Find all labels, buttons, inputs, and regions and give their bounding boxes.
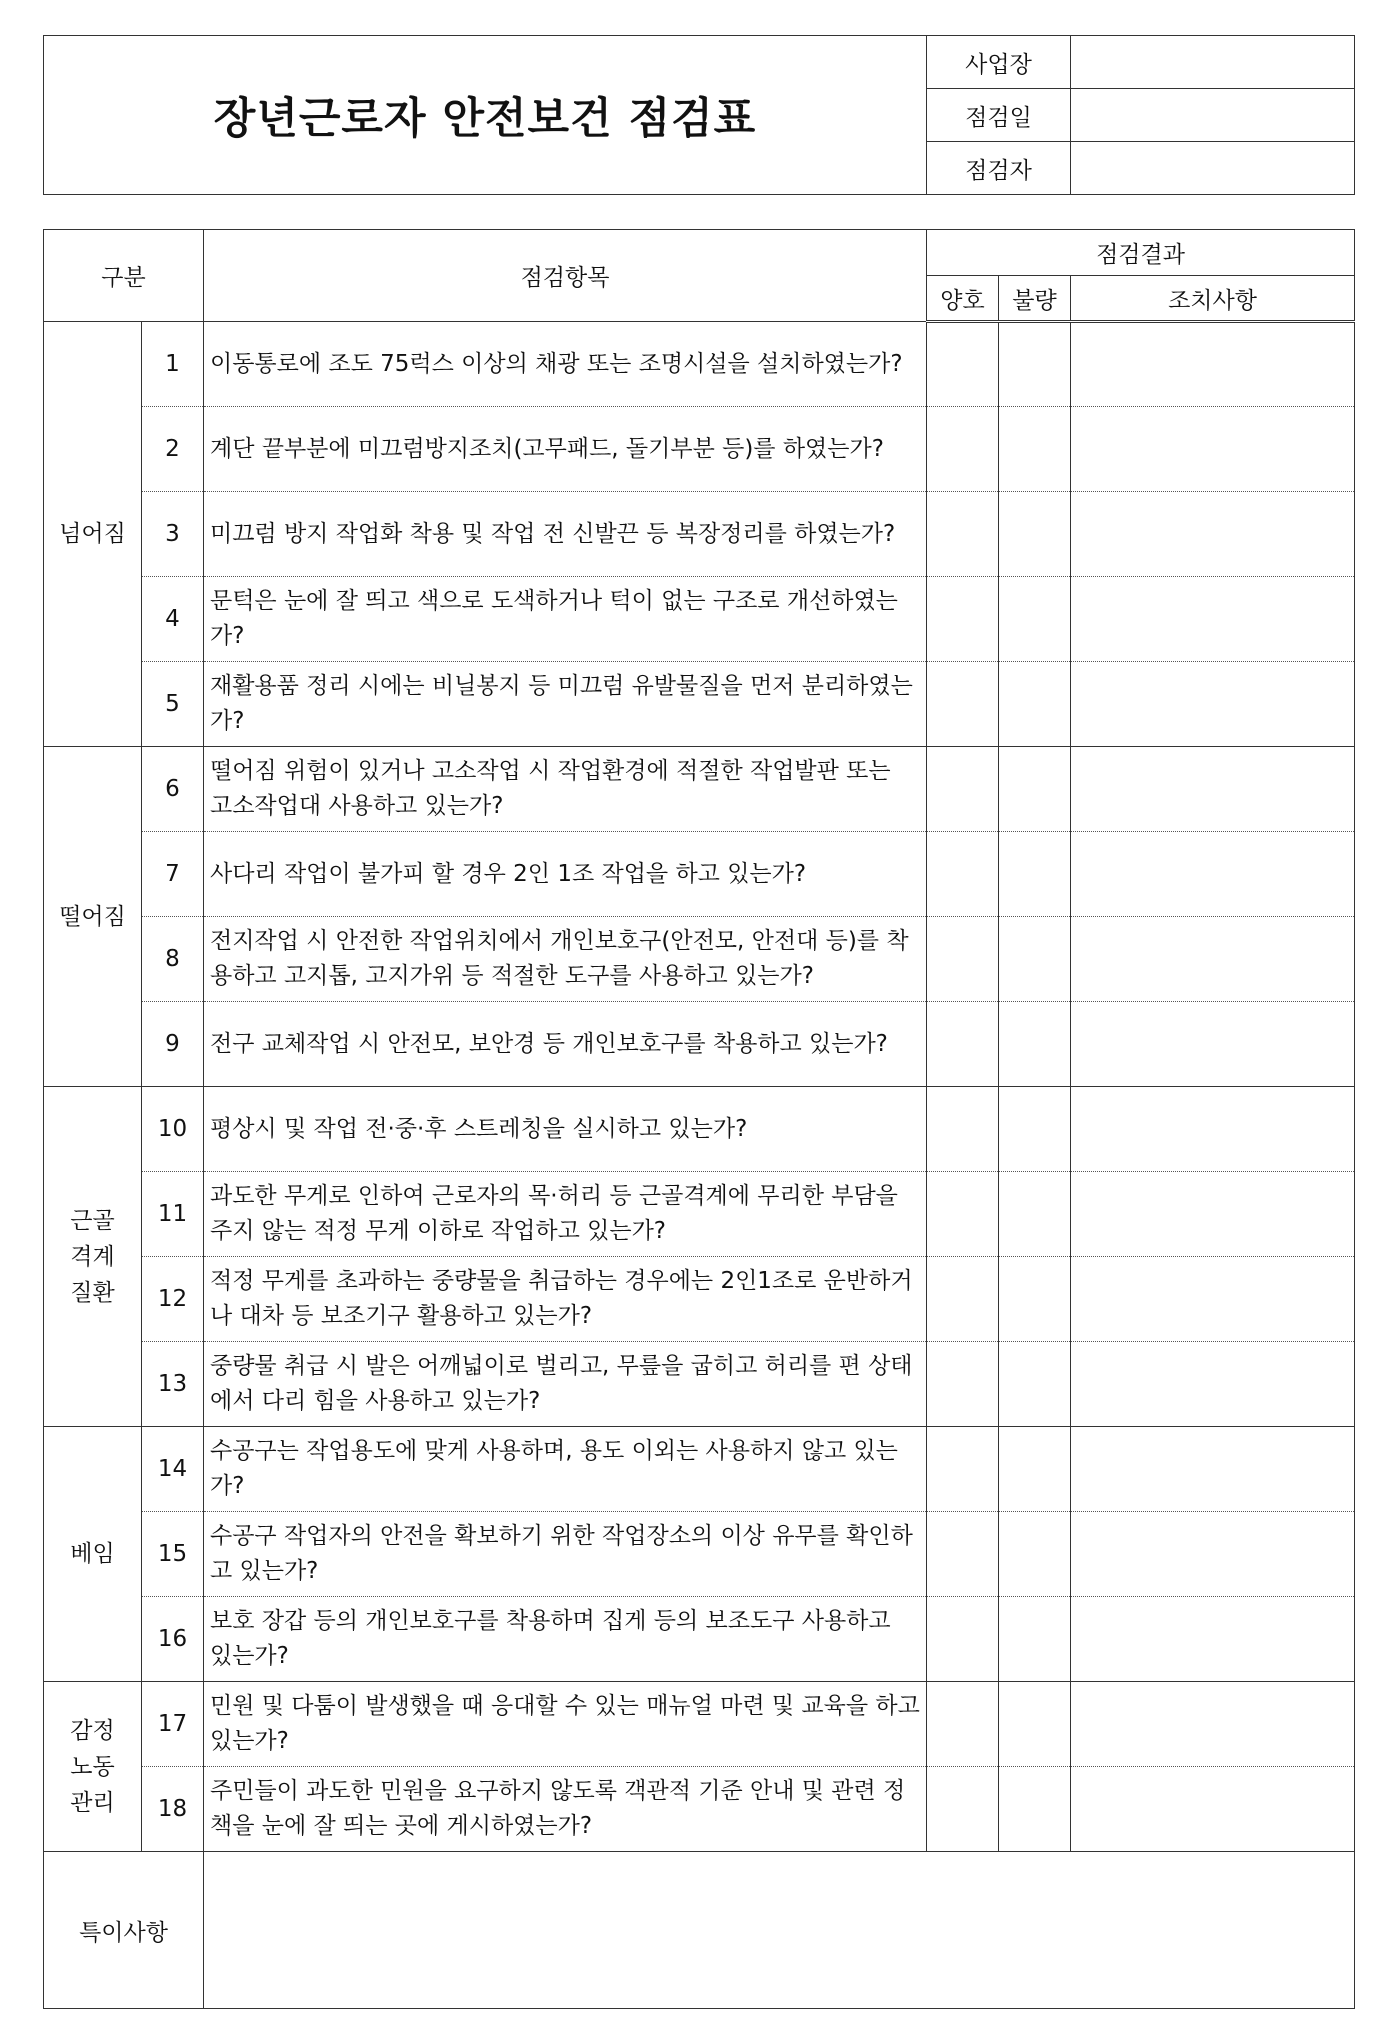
action-field[interactable] [1071, 577, 1355, 662]
item-number: 4 [142, 577, 204, 662]
table-row [44, 1257, 1355, 1342]
inspector-label: 점검자 [927, 142, 1071, 195]
checklist-body [44, 322, 1355, 1852]
item-question: 전지작업 시 안전한 작업위치에서 개인보호구(안전모, 안전대 등)를 착용하고 고지톱, 고지가위 등 적절한 도구를 사용하고 있는가? [204, 917, 927, 1002]
item-number: 3 [142, 492, 204, 577]
header-table [43, 35, 1355, 195]
action-field[interactable] [1071, 1087, 1355, 1172]
good-checkbox-cell[interactable] [927, 1767, 999, 1852]
good-checkbox-cell[interactable] [927, 1682, 999, 1767]
action-field[interactable] [1071, 1342, 1355, 1427]
item-question: 수공구는 작업용도에 맞게 사용하며, 용도 이외는 사용하지 않고 있는가? [204, 1427, 927, 1512]
bad-checkbox-cell[interactable] [999, 1767, 1071, 1852]
item-number: 16 [142, 1597, 204, 1682]
good-checkbox-cell[interactable] [927, 322, 999, 407]
item-question: 재활용품 정리 시에는 비닐봉지 등 미끄럼 유발물질을 먼저 분리하였는가? [204, 662, 927, 747]
item-number: 15 [142, 1512, 204, 1597]
table-row [44, 492, 1355, 577]
notes-field[interactable] [204, 1852, 1355, 2009]
good-checkbox-cell[interactable] [927, 1002, 999, 1087]
bad-checkbox-cell[interactable] [999, 832, 1071, 917]
site-label: 사업장 [927, 36, 1071, 89]
table-row [44, 407, 1355, 492]
good-checkbox-cell[interactable] [927, 407, 999, 492]
action-field[interactable] [1071, 917, 1355, 1002]
action-field[interactable] [1071, 1682, 1355, 1767]
bad-checkbox-cell[interactable] [999, 1682, 1071, 1767]
table-row [44, 1172, 1355, 1257]
bad-checkbox-cell[interactable] [999, 1342, 1071, 1427]
notes-label: 특이사항 [44, 1852, 204, 2009]
category-label: 넘어짐 [44, 322, 142, 747]
action-field[interactable] [1071, 1172, 1355, 1257]
item-question: 평상시 및 작업 전·중·후 스트레칭을 실시하고 있는가? [204, 1087, 927, 1172]
bad-checkbox-cell[interactable] [999, 1257, 1071, 1342]
item-number: 1 [142, 322, 204, 407]
table-row [44, 747, 1355, 832]
item-number: 13 [142, 1342, 204, 1427]
item-question: 보호 장갑 등의 개인보호구를 착용하며 집게 등의 보조도구 사용하고 있는가? [204, 1597, 927, 1682]
good-checkbox-cell[interactable] [927, 917, 999, 1002]
action-field[interactable] [1071, 1257, 1355, 1342]
good-checkbox-cell[interactable] [927, 747, 999, 832]
bad-checkbox-cell[interactable] [999, 1002, 1071, 1087]
action-header: 조치사항 [1071, 276, 1355, 322]
table-row [44, 1767, 1355, 1852]
item-number: 2 [142, 407, 204, 492]
action-field[interactable] [1071, 832, 1355, 917]
good-checkbox-cell[interactable] [927, 1427, 999, 1512]
good-checkbox-cell[interactable] [927, 1597, 999, 1682]
action-field[interactable] [1071, 662, 1355, 747]
item-header: 점검항목 [204, 230, 927, 322]
good-checkbox-cell[interactable] [927, 1257, 999, 1342]
action-field[interactable] [1071, 1002, 1355, 1087]
category-header: 구분 [44, 230, 204, 322]
action-field[interactable] [1071, 1427, 1355, 1512]
bad-checkbox-cell[interactable] [999, 577, 1071, 662]
table-row [44, 1087, 1355, 1172]
category-label: 베임 [44, 1427, 142, 1682]
checklist-table [43, 229, 1355, 2009]
good-checkbox-cell[interactable] [927, 577, 999, 662]
item-number: 11 [142, 1172, 204, 1257]
table-row [44, 662, 1355, 747]
bad-checkbox-cell[interactable] [999, 917, 1071, 1002]
category-label: 근골 격계 질환 [44, 1087, 142, 1427]
item-number: 8 [142, 917, 204, 1002]
bad-checkbox-cell[interactable] [999, 407, 1071, 492]
item-question: 중량물 취급 시 발은 어깨넓이로 벌리고, 무릎을 굽히고 허리를 편 상태에서 다리 힘을 사용하고 있는가? [204, 1342, 927, 1427]
date-field[interactable] [1071, 89, 1355, 142]
action-field[interactable] [1071, 747, 1355, 832]
table-row [44, 917, 1355, 1002]
item-number: 17 [142, 1682, 204, 1767]
item-number: 5 [142, 662, 204, 747]
item-question: 계단 끝부분에 미끄럼방지조치(고무패드, 돌기부분 등)를 하였는가? [204, 407, 927, 492]
bad-checkbox-cell[interactable] [999, 662, 1071, 747]
item-question: 떨어짐 위험이 있거나 고소작업 시 작업환경에 적절한 작업발판 또는 고소작업대 사용하고 있는가? [204, 747, 927, 832]
good-checkbox-cell[interactable] [927, 1342, 999, 1427]
item-question: 사다리 작업이 불가피 할 경우 2인 1조 작업을 하고 있는가? [204, 832, 927, 917]
item-number: 9 [142, 1002, 204, 1087]
table-row [44, 1427, 1355, 1512]
category-label: 감정 노동 관리 [44, 1682, 142, 1852]
item-question: 문턱은 눈에 잘 띄고 색으로 도색하거나 턱이 없는 구조로 개선하였는가? [204, 577, 927, 662]
table-row [44, 322, 1355, 407]
table-row [44, 1002, 1355, 1087]
action-field[interactable] [1071, 322, 1355, 407]
bad-checkbox-cell[interactable] [999, 1512, 1071, 1597]
good-checkbox-cell[interactable] [927, 492, 999, 577]
good-checkbox-cell[interactable] [927, 1172, 999, 1257]
good-checkbox-cell[interactable] [927, 662, 999, 747]
date-label: 점검일 [927, 89, 1071, 142]
site-field[interactable] [1071, 36, 1355, 89]
bad-checkbox-cell[interactable] [999, 322, 1071, 407]
bad-checkbox-cell[interactable] [999, 1087, 1071, 1172]
table-row [44, 1597, 1355, 1682]
item-question: 전구 교체작업 시 안전모, 보안경 등 개인보호구를 착용하고 있는가? [204, 1002, 927, 1087]
bad-checkbox-cell[interactable] [999, 492, 1071, 577]
item-question: 미끄럼 방지 작업화 착용 및 작업 전 신발끈 등 복장정리를 하였는가? [204, 492, 927, 577]
table-row [44, 1682, 1355, 1767]
action-field[interactable] [1071, 1512, 1355, 1597]
item-question: 이동통로에 조도 75럭스 이상의 채광 또는 조명시설을 설치하였는가? [204, 322, 927, 407]
item-number: 10 [142, 1087, 204, 1172]
item-number: 18 [142, 1767, 204, 1852]
action-field[interactable] [1071, 407, 1355, 492]
table-row [44, 577, 1355, 662]
item-question: 주민들이 과도한 민원을 요구하지 않도록 객관적 기준 안내 및 관련 정책을 눈에 잘 띄는 곳에 게시하였는가? [204, 1767, 927, 1852]
item-question: 과도한 무게로 인하여 근로자의 목·허리 등 근골격계에 무리한 부담을 주지 않는 적정 무게 이하로 작업하고 있는가? [204, 1172, 927, 1257]
good-checkbox-cell[interactable] [927, 1087, 999, 1172]
good-header: 양호 [927, 276, 999, 322]
table-row [44, 1342, 1355, 1427]
bad-checkbox-cell[interactable] [999, 1172, 1071, 1257]
action-field[interactable] [1071, 1767, 1355, 1852]
bad-checkbox-cell[interactable] [999, 1427, 1071, 1512]
bad-header: 불량 [999, 276, 1071, 322]
good-checkbox-cell[interactable] [927, 832, 999, 917]
category-label: 떨어짐 [44, 747, 142, 1087]
bad-checkbox-cell[interactable] [999, 1597, 1071, 1682]
bad-checkbox-cell[interactable] [999, 747, 1071, 832]
item-question: 수공구 작업자의 안전을 확보하기 위한 작업장소의 이상 유무를 확인하고 있는가? [204, 1512, 927, 1597]
item-number: 12 [142, 1257, 204, 1342]
item-number: 7 [142, 832, 204, 917]
item-question: 민원 및 다툼이 발생했을 때 응대할 수 있는 매뉴얼 마련 및 교육을 하고 있는가? [204, 1682, 927, 1767]
result-header: 점검결과 [927, 230, 1355, 276]
action-field[interactable] [1071, 1597, 1355, 1682]
item-question: 적정 무게를 초과하는 중량물을 취급하는 경우에는 2인1조로 운반하거나 대차 등 보조기구 활용하고 있는가? [204, 1257, 927, 1342]
item-number: 6 [142, 747, 204, 832]
good-checkbox-cell[interactable] [927, 1512, 999, 1597]
table-row [44, 832, 1355, 917]
inspector-field[interactable] [1071, 142, 1355, 195]
form-title: 장년근로자 안전보건 점검표 [44, 36, 927, 195]
table-row [44, 1512, 1355, 1597]
action-field[interactable] [1071, 492, 1355, 577]
item-number: 14 [142, 1427, 204, 1512]
